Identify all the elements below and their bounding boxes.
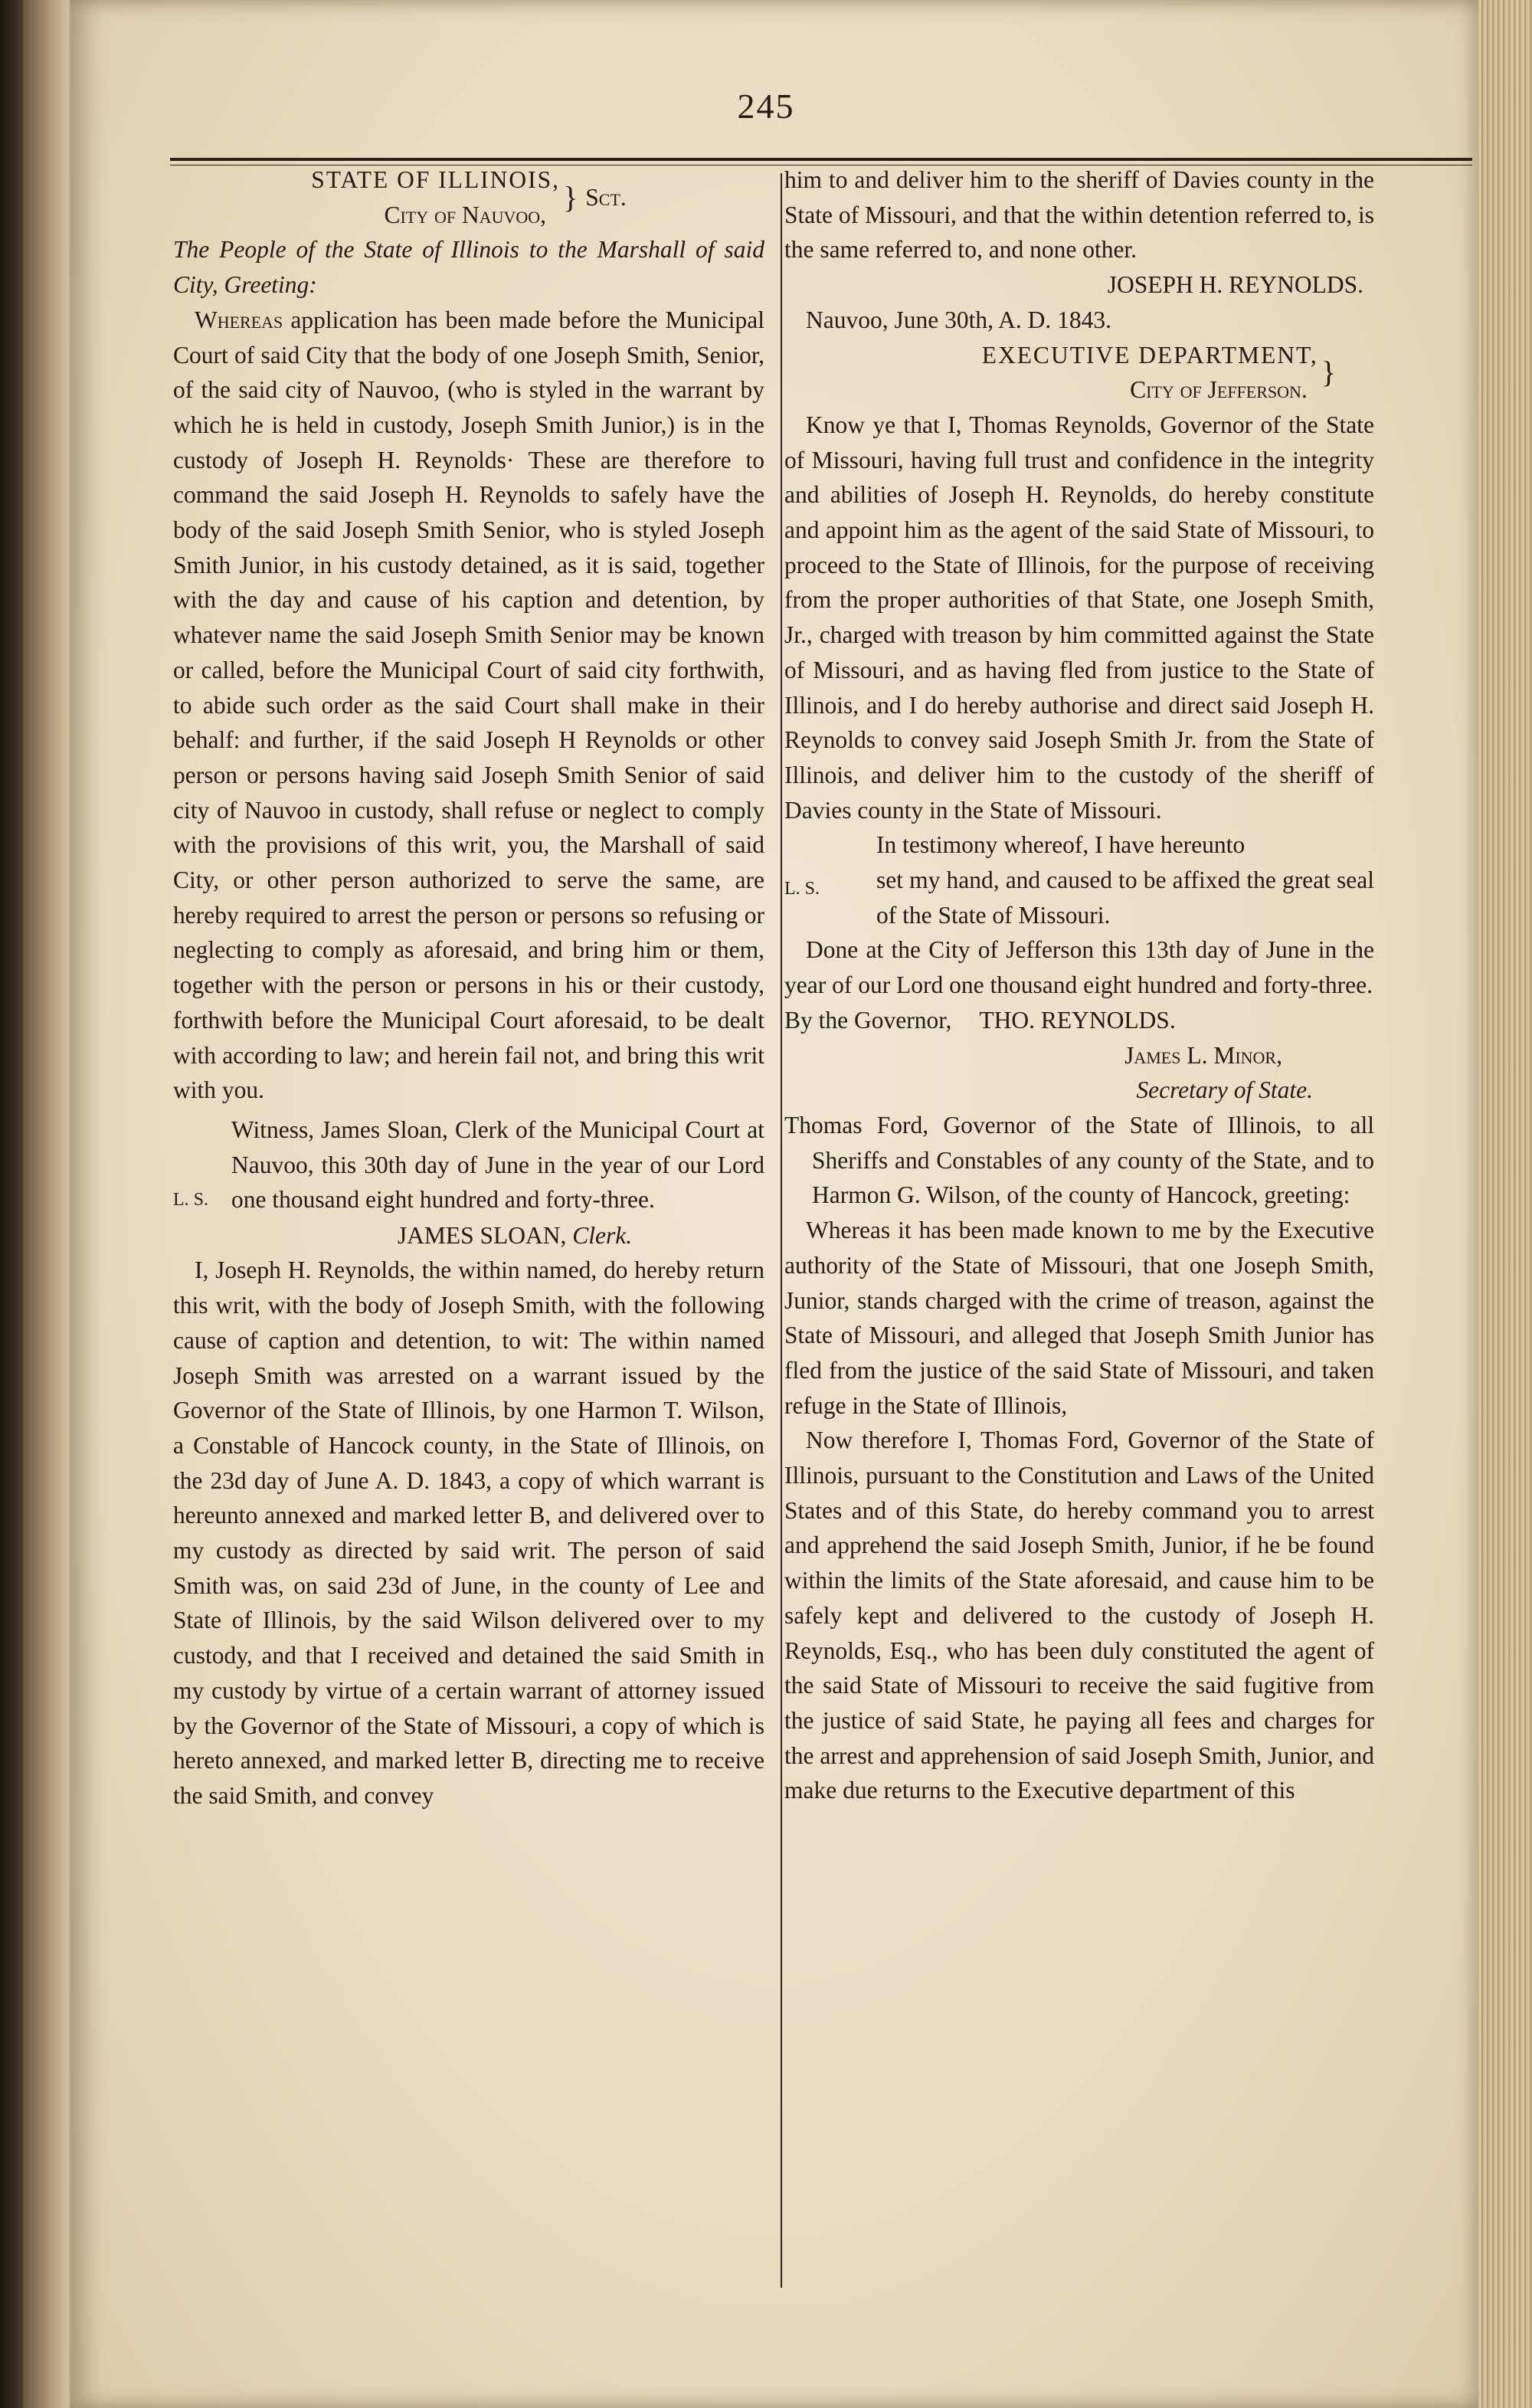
secretary-name: James L. Minor, bbox=[1124, 1041, 1282, 1069]
right-column bbox=[784, 162, 1374, 1808]
left-column bbox=[173, 162, 764, 1813]
writ-greeting: The People of the State of Illinois to the Marshall of said City, Greeting: bbox=[173, 236, 764, 299]
reynolds-signature: JOSEPH H. REYNOLDS. bbox=[1107, 271, 1363, 299]
executive-heading: EXECUTIVE DEPARTMENT, bbox=[981, 341, 1318, 369]
executive-city: City of Jefferson. bbox=[1130, 376, 1308, 404]
testimony-block bbox=[784, 863, 1374, 932]
by-governor: By the Governor, bbox=[784, 1006, 952, 1034]
governor-signature: THO. REYNOLDS. bbox=[979, 1006, 1176, 1034]
testimony-first-line: In testimony whereof, I have hereunto bbox=[876, 831, 1246, 859]
clerk-name: JAMES SLOAN, bbox=[397, 1221, 567, 1249]
seal-mark: L. S. bbox=[173, 1189, 209, 1210]
nauvoo-dateline: Nauvoo, June 30th, A. D. 1843. bbox=[806, 306, 1111, 333]
ford-whereas: Whereas it has been made known to me by the Executive authority of the State of Missouri, that one Joseph Smith, Junior, stands charged with the crime of treason, against the State of Missouri, and alleged that Joseph Smith Junior has fled from the justice of the said State of Missouri, and taken refuge in the State of Illinois, bbox=[784, 1217, 1374, 1419]
writ-body-text: application has been made before the Municipal Court of said City that the body of one Joseph Smith, Senior, of the said city of Nauvoo, (who is styled in the warrant by which he is held in custody, Joseph Smith Junior,) is in the custody of Joseph H. Reynolds· These are therefore to command the said Joseph H. Reynolds to safely have the body of the said Joseph Smith Senior, who is styled Joseph Smith Junior, in his custody detained, as it is said, together with the day and cause of his caption and detention, by whatever name the said Joseph Smith Senior may be known or called, before the Municipal Court of said city forthwith, to abide such order as the said Court shall make in their behalf: and further, if the said Joseph H Reynolds or other person or persons having said Joseph Smith Senior of said city of Nauvoo in custody, shall refuse or neglect to comply with the provisions of this writ, you, the Marshall of said City, or other person authorized to serve the same, are hereby required to arrest the person or persons so refusing or neglecting to comply as aforesaid, and bring him or them, together with the person or persons in his or their custody, forthwith before the Municipal Court aforesaid, to be dealt with according to law; and herein fail not, and bring this writ with you. bbox=[173, 306, 764, 1104]
whereas-lead: Whereas bbox=[195, 306, 283, 333]
return-continuation: him to and deliver him to the sheriff of Davies county in the State of Missouri, and that the within detention referred to, is the same referred to, and none other. bbox=[784, 166, 1374, 264]
caption-state: STATE OF ILLINOIS, bbox=[311, 166, 561, 193]
page-number: 245 bbox=[737, 87, 795, 126]
seal-mark: L. S. bbox=[784, 879, 820, 899]
ford-now-therefore: Now therefore I, Thomas Ford, Governor of the State of Illinois, pursuant to the Constitution and Laws of the United States and of this State, do hereby command you to arrest and apprehend the said Joseph Smith, Junior, if he be found within the limits of the State aforesaid, and cause him to be safely kept and delivered to the custody of Joseph H. Reynolds, Esq., who has been duly constituted the agent of the said State of Missouri to receive the said fugitive from the justice of said State, he paying all fees and charges for the arrest and apprehension of said Joseph Smith, Junior, and make due returns to the Executive department of this bbox=[784, 1427, 1374, 1804]
previous-page-edge bbox=[23, 0, 69, 2408]
caption-city: City of Nauvoo, bbox=[384, 201, 547, 228]
testimony-text: set my hand, and caused to be affixed the great seal of the State of Missouri. bbox=[876, 867, 1374, 929]
witness-block bbox=[173, 1112, 764, 1218]
brace-icon: } bbox=[563, 179, 578, 215]
page-edges-stack bbox=[1478, 0, 1532, 2408]
governor-signature-line bbox=[784, 1003, 1374, 1038]
executive-body: Know ye that I, Thomas Reynolds, Governor of the State of Missouri, having full trust and confidence in the integrity and abilities of Joseph H. Reynolds, do hereby constitute and appoint him as the agent of the said State of Missouri, to proceed to the State of Illinois, for the purpose of receiving from the proper authorities of that State, one Joseph Smith, Jr., charged with treason by him committed against the State of Missouri, and as having fled from justice to the State of Illinois, and I do hereby authorise and direct said Joseph H. Reynolds to convey said Joseph Smith Jr. from the State of Illinois, and deliver him to the custody of the sheriff of Davies county in the State of Missouri. bbox=[784, 411, 1374, 824]
clerk-title: Clerk. bbox=[572, 1221, 633, 1249]
ford-address: Thomas Ford, Governor of the State of Illinois, to all Sheriffs and Constables of any county of the State, and to Harmon G. Wilson, of the county of Hancock, greeting: bbox=[784, 1111, 1374, 1209]
return-text: I, Joseph H. Reynolds, the within named, do hereby return this writ, with the body of Joseph Smith, with the following cause of caption and detention, to wit: The within named Joseph Smith was arrested on a warrant issued by the Governor of the State of Illinois, by one Harmon T. Wilson, a Constable of Hancock county, in the State of Illinois, on the 23d day of June A. D. 1843, a copy of which warrant is hereunto annexed and marked letter B, and delivered over to my custody as directed by said writ. The person of said Smith was, on said 23d of June, in the county of Lee and State of Illinois, by the said Wilson delivered over to my custody, and that I received and detained the said Smith in my custody by virtue of a certain warrant of attorney issued by the Governor of the State of Missouri, a copy of which is hereto annexed, and marked letter B, directing me to receive the said Smith, and convey bbox=[173, 1256, 764, 1809]
writ-body bbox=[173, 303, 764, 1108]
secretary-title: Secretary of State. bbox=[1136, 1076, 1313, 1104]
clerk-signature bbox=[173, 1218, 764, 1253]
executive-caption bbox=[784, 338, 1374, 408]
writ-caption bbox=[173, 162, 764, 232]
column-divider bbox=[781, 173, 782, 2288]
witness-text: Witness, James Sloan, Clerk of the Municipal Court at Nauvoo, this 30th day of June in the year of our Lord one thousand eight hundred and forty-three. bbox=[231, 1116, 764, 1214]
brace-icon: } bbox=[1321, 355, 1336, 390]
caption-sect: Sct. bbox=[585, 183, 627, 211]
done-at-text: Done at the City of Jefferson this 13th day of June in the year of our Lord one thousand eight hundred and forty-three. bbox=[784, 936, 1374, 999]
